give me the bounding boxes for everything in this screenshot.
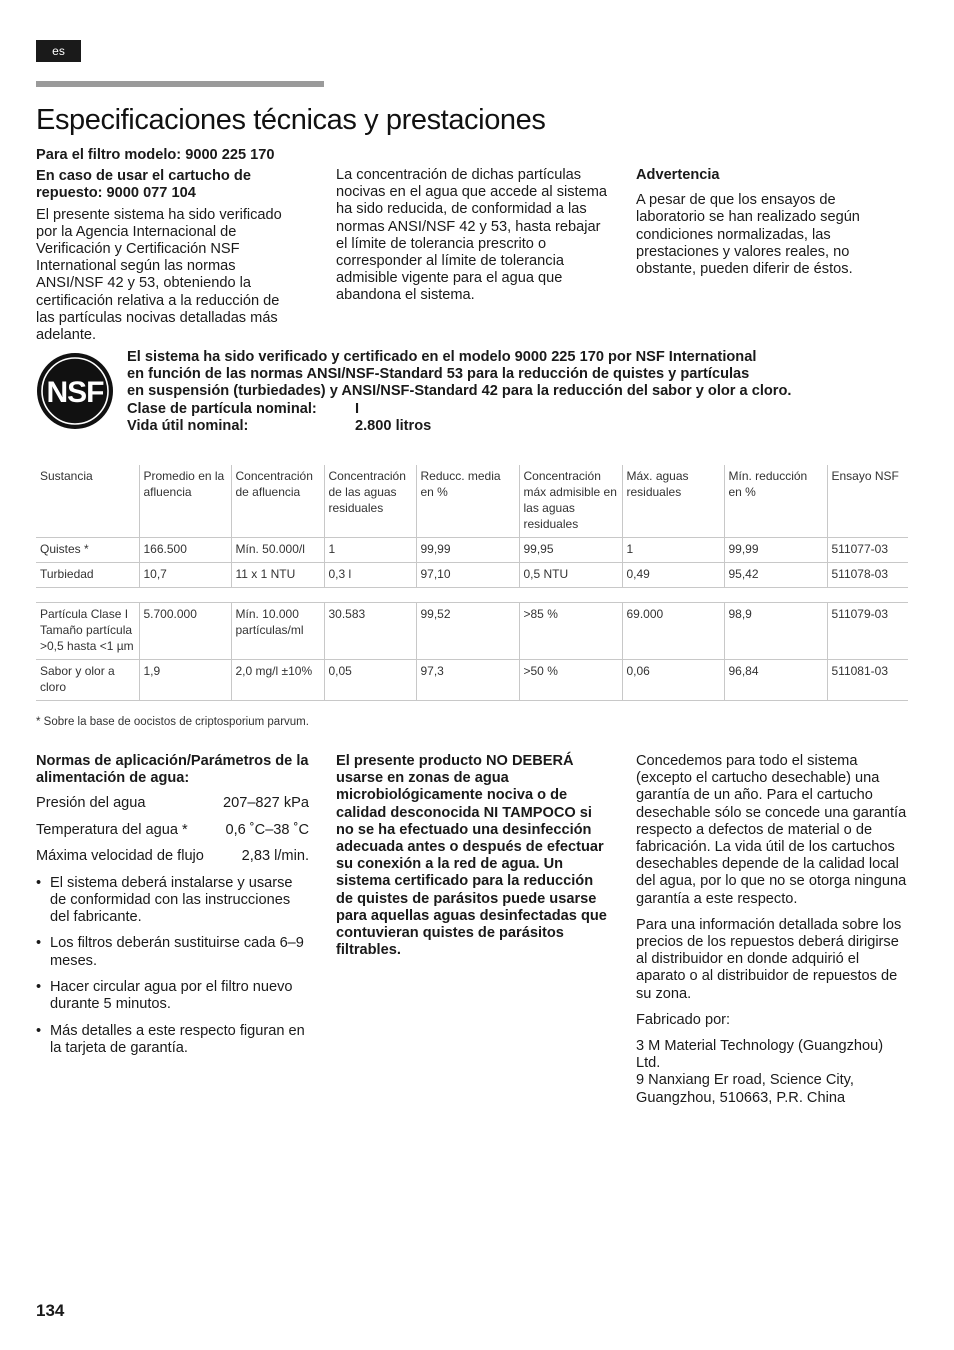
usage-warning: El presente producto NO DEBERÁ usarse en zonas de agua microbiológicamente nociva o de calidad desconocida NI TAMPOCO si no se ha efectuado una desinfección adecuada antes o después de efectuar su conexión a la red de agua. Un sistema certificado para la reducción de quistes de parásitos puede usarse para aquellas aguas desinfectadas que contuvieran quistes de parásitos filtrables.	[336, 753, 607, 959]
particle-class-label: Clase de partícula nominal:	[127, 400, 317, 417]
filter-model: Para el filtro modelo: 9000 225 170	[36, 147, 275, 163]
table-footnote: * Sobre la base de oocistos de criptosporium parvum.	[36, 716, 309, 728]
section-rule	[36, 81, 324, 87]
table-cell: Mín. 50.000/l	[231, 538, 324, 563]
table-header-row	[36, 465, 908, 538]
performance-table	[36, 465, 908, 701]
table-cell: 69.000	[622, 603, 724, 660]
table-cell: >85 %	[519, 603, 622, 660]
nsf-logo-icon	[36, 352, 114, 430]
table-cell: Máx. aguas residuales	[622, 465, 724, 538]
service-life-label: Vida útil nominal:	[127, 417, 249, 434]
table-cell: Promedio en la afluencia	[139, 465, 231, 538]
table-row	[36, 563, 908, 588]
table-cell: >50 %	[519, 660, 622, 701]
nsf-line-2: en función de las normas ANSI/NSF-Standard 53 para la reducción de quistes y partículas	[127, 366, 750, 383]
table-cell: 5.700.000	[139, 603, 231, 660]
list-item: • Los filtros deberán sustituirse cada 6–9 meses.	[36, 935, 309, 969]
table-cell: 0,05	[324, 660, 416, 701]
table-cell: 97,3	[416, 660, 519, 701]
table-cell: Turbiedad	[36, 563, 139, 588]
table-cell: 2,0 mg/l ±10%	[231, 660, 324, 701]
spec-row-flow	[36, 848, 309, 865]
table-row	[36, 538, 908, 563]
spec-label: Máxima velocidad de flujo	[36, 848, 204, 865]
table-cell: 0,06	[622, 660, 724, 701]
norms-title: Normas de aplicación/Parámetros de la alimentación de agua:	[36, 753, 309, 787]
warning-body: A pesar de que los ensayos de laboratorio se han realizado según condiciones normalizadas, las prestaciones y valores reales, no obstante, pueden diferir de éstos.	[636, 192, 860, 278]
table-cell: 511079-03	[827, 603, 908, 660]
table-cell: 1,9	[139, 660, 231, 701]
table-cell: 0,49	[622, 563, 724, 588]
usage-bullets	[36, 875, 309, 1057]
table-cell: Concentración de afluencia	[231, 465, 324, 538]
table-cell: 11 x 1 NTU	[231, 563, 324, 588]
table-row	[36, 660, 908, 701]
nsf-line-3: en suspensión (turbiedades) y ANSI/NSF-Standard 42 para la reducción del sabor y olor a cloro.	[127, 383, 792, 400]
spare-parts-text: Para una información detallada sobre los precios de los repuestos deberá dirigirse al distribuidor en donde adquirió el aparato o al distribuidor de repuestos de su zona.	[636, 916, 902, 1002]
table-cell: Mín. reducción en %	[724, 465, 827, 538]
table-cell: 99,52	[416, 603, 519, 660]
table-cell: Ensayo NSF	[827, 465, 908, 538]
particle-class-value: I	[355, 400, 360, 417]
intro-body: El presente sistema ha sido verificado por la Agencia Internacional de Verificación y Certificación NSF International según las normas ANSI/NSF 42 y 53, obteniendo la certificación relativa a la reducción de las partículas nocivas detalladas más adelante.	[36, 206, 282, 344]
table-cell: 1	[324, 538, 416, 563]
particle-class-row	[127, 401, 791, 418]
usage-warning-column	[336, 753, 611, 959]
table-cell: 1	[622, 538, 724, 563]
intro-column-3	[636, 167, 908, 278]
manufacturer-address: 9 Nanxiang Er road, Science City, Guangzhou, 510663, P.R. China	[636, 1072, 854, 1106]
service-life-value: 2.800 litros	[355, 417, 432, 434]
spec-row-temperature	[36, 822, 309, 839]
table-cell: 10,7	[139, 563, 231, 588]
list-item: • El sistema deberá instalarse y usarse de conformidad con las instrucciones del fabricante.	[36, 875, 309, 927]
water-spec-list	[36, 795, 309, 865]
table-cell: 511078-03	[827, 563, 908, 588]
table-cell: Partícula Clase I Tamaño partícula >0,5 hasta <1 µm	[36, 603, 139, 660]
table-cell: 166.500	[139, 538, 231, 563]
table-cell: 99,99	[724, 538, 827, 563]
table-cell: 99,99	[416, 538, 519, 563]
nsf-line-1: El sistema ha sido verificado y certificado en el modelo 9000 225 170 por NSF International	[127, 349, 757, 365]
made-by-label: Fabricado por:	[636, 1011, 731, 1028]
table-cell: 511081-03	[827, 660, 908, 701]
table-cell: Sustancia	[36, 465, 139, 538]
table-cell: 98,9	[724, 603, 827, 660]
spec-value: 2,83 l/min.	[241, 848, 309, 865]
table-cell: 0,3 l	[324, 563, 416, 588]
norms-column	[36, 753, 309, 1066]
guarantee-column	[636, 753, 910, 1107]
list-item: • Más detalles a este respecto figuran en la tarjeta de garantía.	[36, 1023, 309, 1057]
guarantee-text: Concedemos para todo el sistema (excepto el cartucho desechable) una garantía de un año. Para el cartucho desechable sólo se concede una garantía respecto a defectos de material o de fabricación. La vida útil de los cartuchos desechables depende de la calidad local del agua, por lo que no se otorga ninguna garantía a este respecto.	[636, 753, 907, 907]
service-life-row	[127, 418, 791, 435]
spec-value: 207–827 kPa	[222, 795, 309, 812]
nsf-certification	[127, 349, 791, 435]
page-title: Especificaciones técnicas y prestaciones	[36, 104, 546, 136]
table-cell: Sabor y olor a cloro	[36, 660, 139, 701]
table-cell: Concentración de las aguas residuales	[324, 465, 416, 538]
table-cell: Concentración máx admisible en las aguas residuales	[519, 465, 622, 538]
table-cell: 97,10	[416, 563, 519, 588]
spec-value: 0,6 ˚C–38 ˚C	[225, 821, 309, 838]
concentration-text: La concentración de dichas partículas nocivas en el agua que accede al sistema ha sido reducida, de conformidad a las normas ANSI/NSF 42 y 53, hasta rebajar el límite de tolerancia prescrito o corresponder al límite de tolerancia admisible vigente para el agua que abandona el sistema.	[336, 167, 607, 304]
table-cell: 0,5 NTU	[519, 563, 622, 588]
language-badge: es	[36, 40, 81, 62]
table-cell: Reducc. media en %	[416, 465, 519, 538]
cartridge-model: En caso de usar el cartucho de repuesto: 9000 077 104	[36, 168, 251, 202]
table-cell: 511077-03	[827, 538, 908, 563]
table-cell: Mín. 10.000 partículas/ml	[231, 603, 324, 660]
table-cell: 99,95	[519, 538, 622, 563]
intro-column-1	[36, 147, 298, 344]
table-cell: 95,42	[724, 563, 827, 588]
table-cell: 30.583	[324, 603, 416, 660]
intro-column-2	[336, 167, 608, 305]
nsf-logo-text: NSF	[46, 376, 104, 409]
table-cell: Quistes *	[36, 538, 139, 563]
spec-label: Presión del agua	[36, 795, 146, 812]
manufacturer-name: 3 M Material Technology (Guangzhou) Ltd.	[636, 1038, 884, 1072]
table-cell: 96,84	[724, 660, 827, 701]
table-row	[36, 603, 908, 660]
table-group-divider	[36, 588, 908, 603]
spec-label: Temperatura del agua *	[36, 821, 188, 838]
list-item: • Hacer circular agua por el filtro nuevo durante 5 minutos.	[36, 979, 309, 1013]
spec-row-pressure	[36, 795, 309, 812]
page-number: 134	[36, 1301, 65, 1320]
warning-title: Advertencia	[636, 167, 720, 183]
